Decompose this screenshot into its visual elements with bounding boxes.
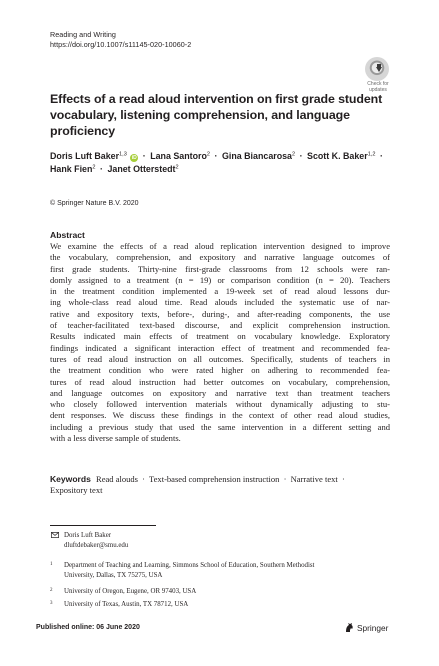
abstract-line: the vocabulary, comprehension, and expository and narrative language outcomes of: [50, 252, 390, 263]
affiliation-line: Department of Teaching and Learning, Simmons School of Education, Southern Methodist: [64, 562, 315, 569]
contact-name: Doris Luft Baker: [64, 532, 112, 539]
abstract-heading: Abstract: [50, 230, 85, 240]
affiliation-line: University of Oregon, Eugene, OR 97403, USA: [64, 588, 197, 595]
author-affiliation-sup: 2: [292, 151, 296, 158]
copyright-line: © Springer Nature B.V. 2020: [50, 200, 139, 207]
keyword-separator: ·: [283, 474, 287, 484]
title-line: vocabulary, listening comprehension, and language: [50, 108, 350, 122]
abstract-line: Results indicated main effects of treatment on vocabulary knowledge. Exploratory: [50, 331, 390, 342]
abstract-body: [50, 241, 390, 444]
affiliation-1: [50, 561, 370, 581]
abstract-line: tures of read aloud instruction on all outcomes. Specifically, students of teachers in: [50, 353, 390, 364]
author-name[interactable]: Janet Otterstedt: [107, 164, 176, 174]
keyword-separator: ·: [341, 474, 345, 484]
check-for-updates-badge[interactable]: [363, 57, 393, 95]
affiliation-number: 1: [50, 562, 53, 567]
abstract-line: tures of read aloud instruction had better outcomes on vocabulary, comprehension,: [50, 376, 390, 387]
keyword: Expository text: [50, 485, 103, 496]
badge-line-1: Check for: [367, 81, 389, 87]
abstract-line: dent responses. We discuss these findings in the context of other read aloud studies,: [50, 410, 390, 421]
keyword: Text-based comprehension instruction: [149, 474, 280, 484]
abstract-line: findings indicated a significant interaction effect of treatment and recommended fea-: [50, 342, 390, 353]
abstract-line: who closely followed intervention materials without dynamically adjusting to stu-: [50, 399, 390, 410]
affiliation-line: University, Dallas, TX 75275, USA: [64, 572, 163, 579]
author-name[interactable]: Scott K. Baker: [307, 151, 368, 161]
orcid-icon[interactable]: iD: [131, 155, 137, 161]
affiliation-number: 3: [50, 601, 53, 606]
abstract-line: domly assigned to a treatment (n = 19) or comparison condition (n = 20). Teachers: [50, 274, 390, 285]
footnote-divider: [50, 525, 156, 526]
envelope-icon: [51, 532, 59, 538]
article-title: [50, 91, 383, 139]
author-name[interactable]: Gina Biancarosa: [221, 151, 292, 161]
author-separator: ·: [100, 164, 103, 174]
journal-header: [50, 30, 191, 50]
abstract-line: including a previous study that used the same intervention in a different setting and: [50, 421, 390, 432]
abstract-line: first grade students. Thirty-nine first-grade classrooms from 12 schools were ran-: [50, 263, 390, 274]
author-affiliation-sup: 2: [92, 164, 96, 171]
author-affiliation-sup: 2: [175, 164, 179, 171]
title-line: Effects of a read aloud intervention on first grade student: [50, 92, 383, 106]
crossmark-icon: [365, 57, 389, 81]
author-name[interactable]: Hank Fien: [50, 164, 93, 174]
keyword-separator: ·: [142, 474, 146, 484]
springer-horse-icon: [344, 622, 355, 633]
author-affiliation-sup: 1,2: [367, 151, 376, 158]
keyword: Read alouds: [96, 474, 139, 484]
keywords-label: Keywords: [50, 474, 91, 484]
keywords-block: [50, 474, 390, 497]
abstract-line: and language outcomes on expository and narrative text than treatment teachers: [50, 387, 390, 398]
contact-email[interactable]: dluftdebaker@smu.edu: [64, 542, 129, 549]
author-separator: ·: [142, 151, 146, 161]
keyword: Narrative text: [290, 474, 338, 484]
abstract-line: ing whole-class read aloud time. Read alouds included the systematic use of nar-: [50, 297, 390, 308]
abstract-line: rative and expository texts, before-, during-, and after-reading components, the use: [50, 308, 390, 319]
abstract-line: of teacher-facilitated text-based discourse, and explicit comprehension instruction.: [50, 320, 390, 331]
affiliation-number: 2: [50, 588, 53, 593]
author-separator: ·: [299, 151, 303, 161]
author-name[interactable]: Lana Santoro: [150, 151, 207, 161]
author-list: [50, 150, 390, 176]
affiliation-line: University of Texas, Austin, TX 78712, USA: [64, 601, 189, 608]
author-separator: ·: [379, 151, 383, 161]
author-affiliation-sup: 1,3: [119, 151, 127, 158]
abstract-line: We examine the effects of a read aloud replication intervention designed to improve: [50, 241, 390, 251]
author-separator: ·: [214, 151, 218, 161]
author-name[interactable]: Doris Luft Baker: [50, 151, 120, 161]
published-online: Published online: 06 June 2020: [36, 624, 140, 631]
badge-line-2: updates: [369, 86, 387, 93]
affiliation-3: [50, 600, 370, 610]
abstract-line: with a less diverse sample of students.: [50, 433, 181, 444]
doi-link[interactable]: https://doi.org/10.1007/s11145-020-10060-2: [50, 40, 192, 49]
abstract-line: in the treatment condition implemented a 19-week set of read aloud lessons dur-: [50, 286, 390, 297]
affiliation-2: [50, 587, 370, 597]
springer-logo: [344, 622, 394, 634]
author-affiliation-sup: 2: [206, 151, 211, 158]
title-line: proficiency: [50, 124, 116, 138]
corresponding-author: [50, 531, 350, 553]
abstract-line: the treatment condition who were rated higher on adhering to recommended fea-: [50, 365, 390, 376]
publisher-name: Springer: [357, 623, 389, 633]
journal-name: Reading and Writing: [50, 30, 116, 39]
